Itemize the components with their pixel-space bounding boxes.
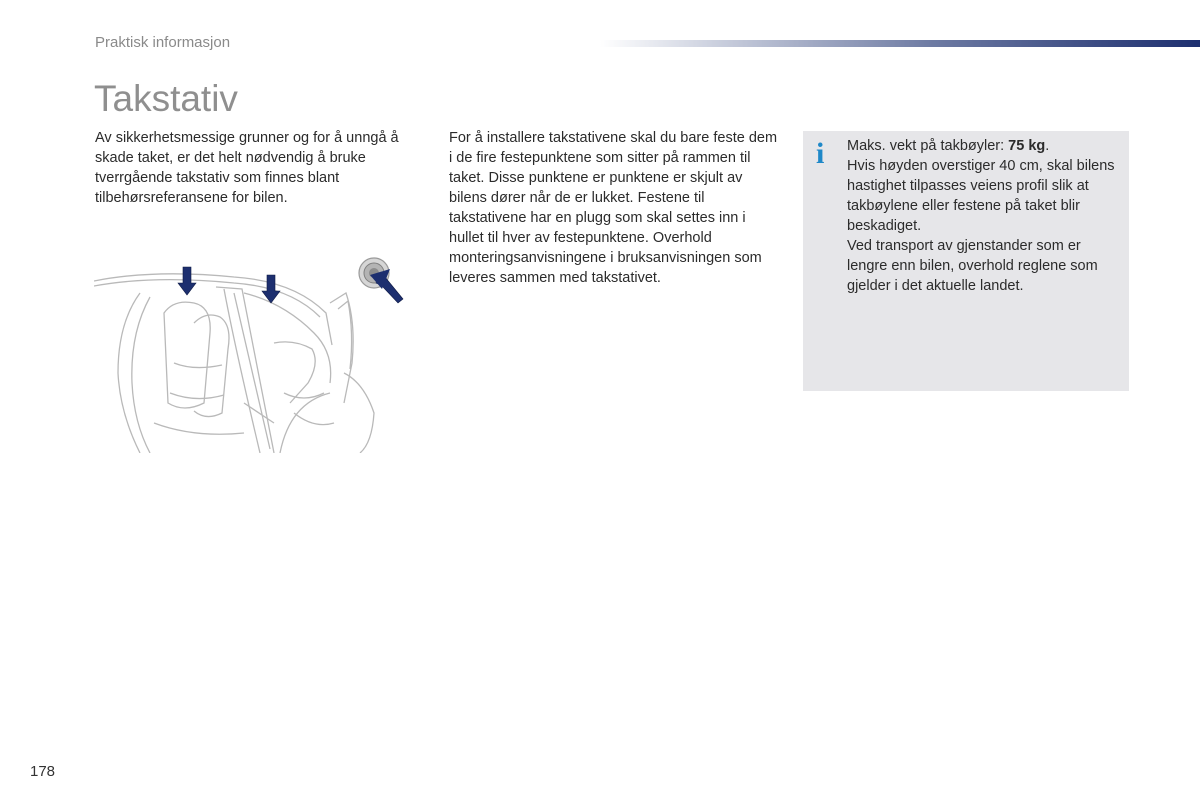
info-text xyxy=(847,136,1123,296)
section-label: Praktisk informasjon xyxy=(95,34,231,51)
height-warning: Hvis høyden overstiger 40 cm, skal bilens hastighet tilpasses veiens profil slik at takbøylene eller festene på taket blir beskadiget. xyxy=(847,158,1115,234)
intro-paragraph: Av sikkerhetsmessige grunner og for å unngå å skade taket, er det helt nødvendig å bruke tverrgående takstativ som finnes blant tilbehørsreferansene for bilen. xyxy=(95,130,399,206)
header-bar xyxy=(600,40,1200,47)
max-weight-value: 75 kg xyxy=(1008,138,1046,154)
car-roof-illustration xyxy=(94,253,414,453)
max-weight-line xyxy=(847,136,1123,156)
max-weight-suffix: . xyxy=(1045,138,1050,154)
max-weight-label: Maks. vekt på takbøyler: xyxy=(847,138,1009,154)
transport-rules: Ved transport av gjenstander som er lengre enn bilen, overhold reglene som gjelder i det aktuelle landet. xyxy=(847,238,1098,294)
page-title: Takstativ xyxy=(94,78,238,119)
info-icon: i xyxy=(816,137,825,170)
info-box xyxy=(803,131,1129,391)
installation-paragraph: For å installere takstativene skal du bare feste dem i de fire festepunktene som sitter på rammen til taket. Disse punktene er punktene er skjult av bilens dører når de er lukket. Festene til takstativene har en plugg som skal settes inn i hullet til hver av festepunktene. Overhold monteringsanvisningene i bruksanvisningen som leveres sammen med takstativet. xyxy=(449,130,778,286)
page-number: 178 xyxy=(30,763,56,780)
